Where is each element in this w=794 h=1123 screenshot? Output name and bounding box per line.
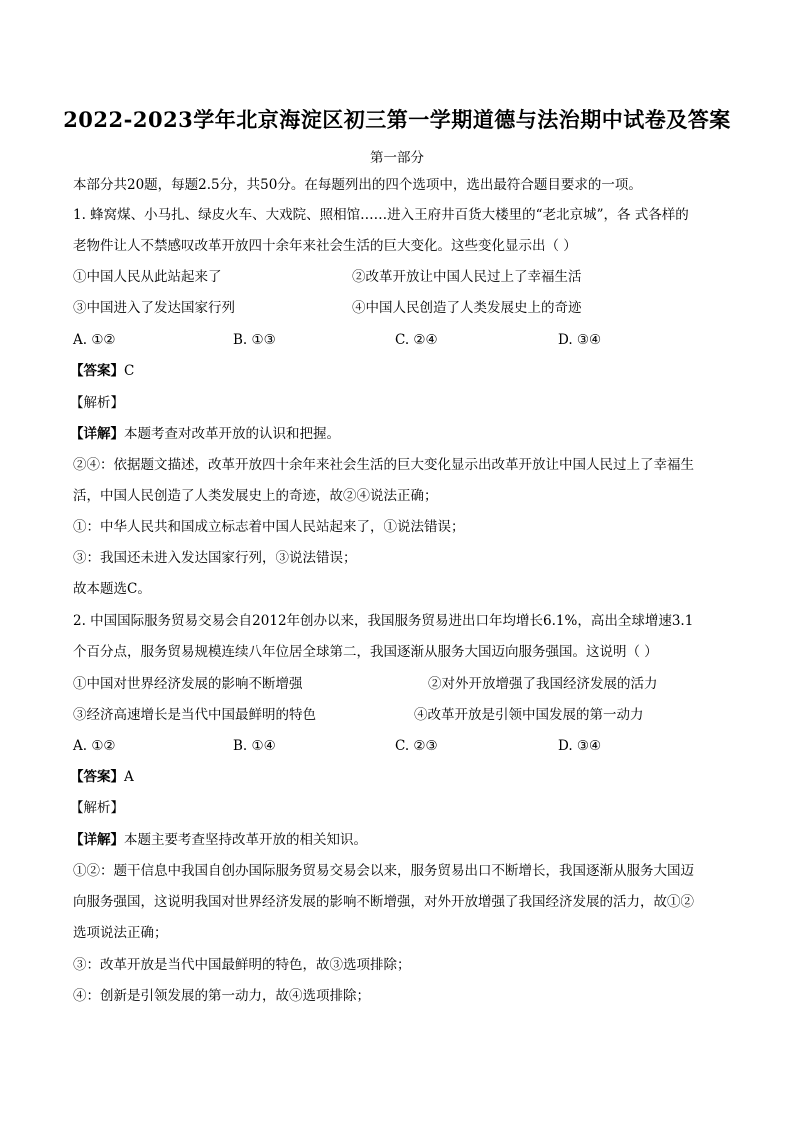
q2-option-4: ④改革开放是引领中国发展的第一动力 — [414, 707, 644, 723]
q2-explanation-1-line-2: 向服务强国，这说明我国对世界经济发展的影响不断增强，对外开放增强了我国经济发展的活力，故①② — [73, 894, 694, 910]
q2-analysis-label: 【解析】 — [70, 800, 124, 816]
q1-choice-d: D. ③④ — [558, 332, 602, 348]
q2-explanation-1-line-1: ①②：题干信息中我国自创办国际服务贸易交易会以来，服务贸易出口不断增长，我国逐渐从服务大国迈 — [73, 863, 694, 879]
answer-label: 【答案】 — [70, 769, 124, 785]
q1-option-3: ③中国进入了发达国家行列 — [73, 300, 235, 316]
q2-choice-d: D. ③④ — [558, 738, 602, 754]
section-heading: 第一部分 — [370, 150, 424, 166]
q2-choice-a: A. ①② — [73, 738, 116, 754]
q1-option-1: ①中国人民从此站起来了 — [73, 269, 222, 285]
q2-option-2: ②对外开放增强了我国经济发展的活力 — [428, 676, 658, 692]
q1-explanation-2: ①：中华人民共和国成立标志着中国人民站起来了，①说法错误； — [73, 519, 465, 535]
q2-explanation-3: ④：创新是引领发展的第一动力，故④选项排除； — [73, 988, 370, 1004]
answer-value: A — [124, 769, 134, 785]
q2-option-1: ①中国对世界经济发展的影响不断增强 — [73, 676, 303, 692]
q1-choice-a: A. ①② — [73, 332, 116, 348]
detail-text: 本题主要考查坚持改革开放的相关知识。 — [124, 832, 367, 848]
q1-stem-line-1: 1. 蜂窝煤、小马扎、绿皮火车、大戏院、照相馆……进入王府井百货大楼里的“老北京城”，各 式各样的 — [73, 207, 689, 223]
q2-answer — [70, 768, 134, 786]
q1-choice-c: C. ②④ — [395, 332, 438, 348]
q1-choice-b: B. ①③ — [233, 332, 276, 348]
q2-choice-c: C. ②③ — [395, 738, 438, 754]
q1-explanation-3: ③：我国还未进入发达国家行列，③说法错误； — [73, 550, 357, 566]
answer-value: C — [124, 363, 135, 379]
q1-answer — [70, 362, 134, 380]
q2-choice-b: B. ①④ — [233, 738, 276, 754]
q2-explanation-1-line-3: 选项说法正确； — [73, 925, 168, 941]
detail-text: 本题考查对改革开放的认识和把握。 — [124, 426, 340, 442]
q1-detail — [70, 425, 340, 443]
q2-explanation-2: ③：改革开放是当代中国最鲜明的特色，故③选项排除； — [73, 957, 411, 973]
q2-option-3: ③经济高速增长是当代中国最鲜明的特色 — [73, 707, 316, 723]
q2-stem-line-1: 2. 中国国际服务贸易交易会自2012年创办以来，我国服务贸易进出口年均增长6.1%，高出全球增速3.1 — [73, 613, 694, 629]
q2-stem-line-2: 个百分点，服务贸易规模连续八年位居全球第二，我国逐渐从服务大国迈向服务强国。这说明（ ） — [73, 644, 658, 660]
q1-analysis-label: 【解析】 — [70, 395, 124, 411]
q1-option-2: ②改革开放让中国人民过上了幸福生活 — [352, 269, 582, 285]
q1-stem-line-2: 老物件让人不禁感叹改革开放四十余年来社会生活的巨大变化。这些变化显示出（ ） — [73, 238, 577, 254]
detail-label: 【详解】 — [70, 426, 124, 442]
q1-explanation-1-line-2: 活，中国人民创造了人类发展史上的奇迹，故②④说法正确； — [73, 488, 438, 504]
document-title: 2022-2023学年北京海淀区初三第一学期道德与法治期中试卷及答案 — [63, 107, 731, 132]
answer-label: 【答案】 — [70, 363, 124, 379]
detail-label: 【详解】 — [70, 832, 124, 848]
section-instructions: 本部分共20题，每题2.5分，共50分。在每题列出的四个选项中，选出最符合题目要求的一项。 — [73, 177, 642, 193]
q2-detail — [70, 831, 367, 849]
q1-conclusion: 故本题选C。 — [73, 581, 151, 597]
q1-option-4: ④中国人民创造了人类发展史上的奇迹 — [352, 300, 582, 316]
q1-explanation-1-line-1: ②④：依据题文描述，改革开放四十余年来社会生活的巨大变化显示出改革开放让中国人民过上了幸福生 — [73, 457, 694, 473]
